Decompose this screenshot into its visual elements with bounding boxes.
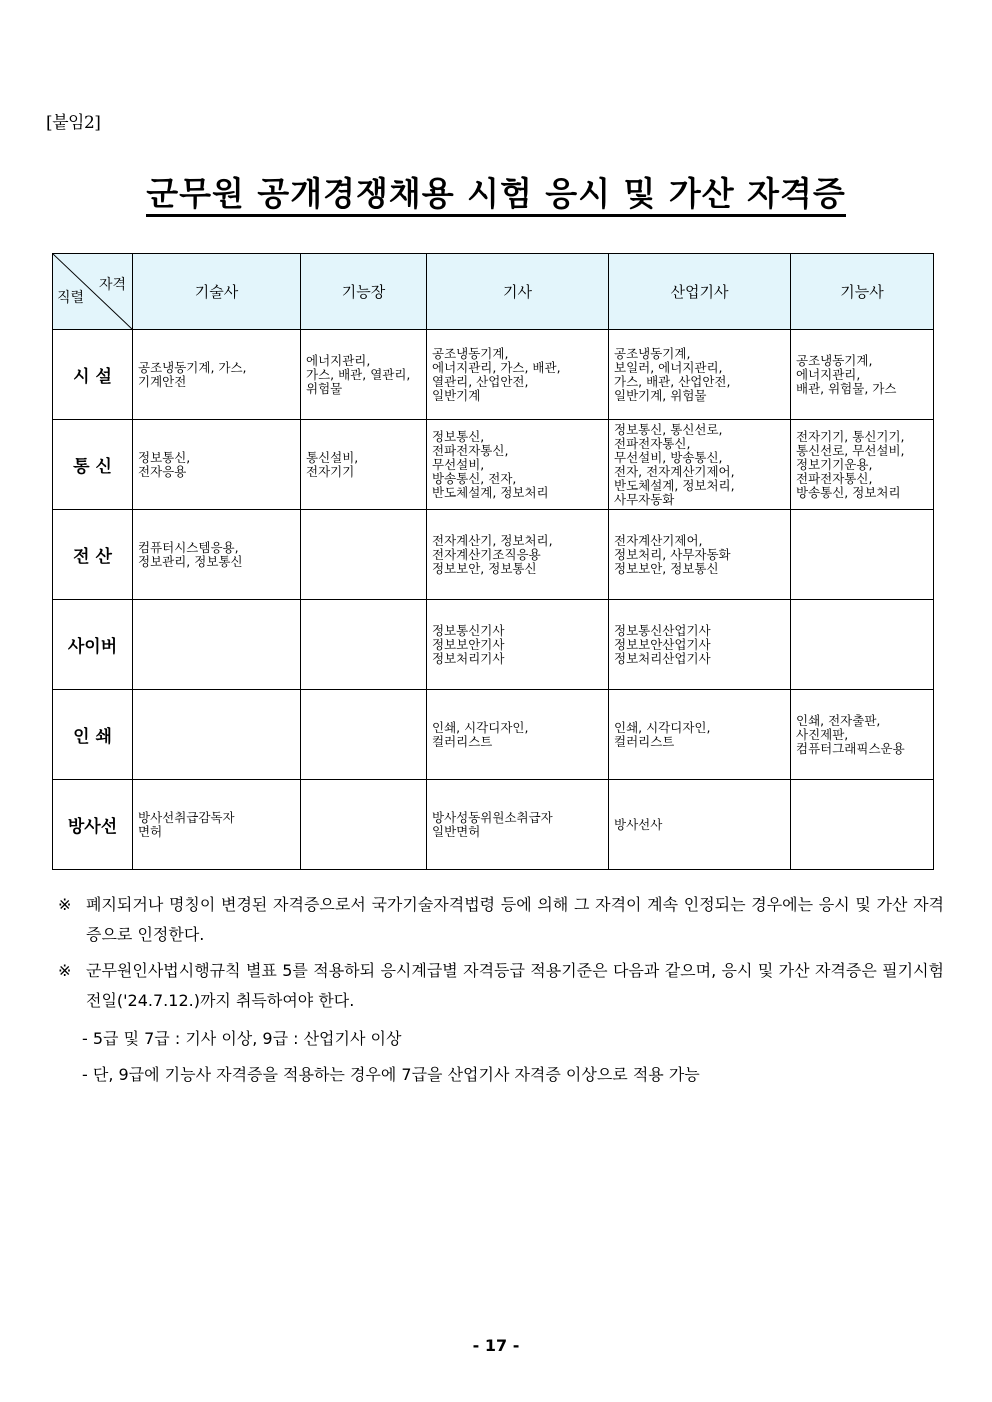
table-cell — [609, 330, 791, 420]
table-cell — [133, 510, 301, 600]
note-item — [58, 890, 944, 950]
table-row — [53, 600, 934, 690]
cell-line: 정보보안기사 — [432, 636, 505, 652]
cell-line: 기계안전 — [138, 373, 187, 389]
table-cell — [301, 600, 427, 690]
table-cell — [791, 600, 934, 690]
cell-line: 일반면허 — [432, 823, 481, 839]
cell-line: 인쇄, 시각디자인, — [432, 719, 529, 735]
cell-line: 정보관리, 정보통신 — [138, 553, 243, 569]
corner-header-cell — [53, 254, 133, 330]
cell-line: 인쇄, 전자출판, — [796, 712, 881, 728]
column-header: 기능사 — [791, 254, 934, 330]
corner-top-label: 자격 — [98, 277, 126, 293]
table-cell — [133, 420, 301, 510]
cell-line: 가스, 배관, 열관리, — [306, 366, 411, 382]
page-title — [0, 168, 992, 215]
table-cell — [133, 330, 301, 420]
row-header: 방사선 — [53, 780, 133, 870]
cell-line: 방송통신, 정보처리 — [796, 484, 901, 500]
cell-line: 인쇄, 시각디자인, — [614, 719, 711, 735]
cell-line: 정보통신, 통신선로, — [614, 421, 723, 437]
table-cell — [791, 780, 934, 870]
table-cell — [609, 780, 791, 870]
cell-line: 공조냉동기계, — [614, 345, 691, 361]
table-row — [53, 510, 934, 600]
cell-line: 에너지관리, — [796, 366, 861, 382]
cell-line: 방송통신, 전자, — [432, 470, 517, 486]
column-header: 기능장 — [301, 254, 427, 330]
row-header: 전 산 — [53, 510, 133, 600]
cell-line: 가스, 배관, 산업안전, — [614, 373, 731, 389]
cell-line: 공조냉동기계, 가스, — [138, 359, 247, 375]
cell-line: 공조냉동기계, — [796, 352, 873, 368]
cell-line: 에너지관리, 가스, 배관, — [432, 359, 561, 375]
table-cell — [427, 330, 609, 420]
table-cell — [427, 600, 609, 690]
cell-line: 면허 — [138, 823, 163, 839]
attachment-label: [붙임2] — [46, 113, 101, 133]
cell-line: 통신설비, — [306, 449, 359, 465]
cell-line: 정보보안, 정보통신 — [432, 560, 537, 576]
table-cell — [133, 690, 301, 780]
page-number: - 17 - — [472, 1336, 520, 1355]
cell-line: 방사성동위원소취급자 — [432, 809, 553, 825]
cell-line: 정보통신, — [138, 449, 191, 465]
table-cell — [427, 420, 609, 510]
table-cell — [609, 420, 791, 510]
cell-line: 전자계산기조직응용 — [432, 546, 541, 562]
cell-line: 컴퓨터시스템응용, — [138, 539, 239, 555]
cell-line: 정보처리기사 — [432, 650, 505, 666]
column-header: 기사 — [427, 254, 609, 330]
cell-line: 위험물 — [306, 380, 343, 396]
table-cell — [133, 600, 301, 690]
row-header: 통 신 — [53, 420, 133, 510]
column-header: 산업기사 — [609, 254, 791, 330]
cell-line: 정보통신기사 — [432, 622, 505, 638]
column-header: 기술사 — [133, 254, 301, 330]
note-mark: ※ — [58, 961, 72, 980]
table-cell — [791, 330, 934, 420]
cell-line: 정보처리, 사무자동화 — [614, 546, 731, 562]
table-row — [53, 330, 934, 420]
table-row — [53, 780, 934, 870]
table-cell — [609, 600, 791, 690]
note-mark: ※ — [58, 895, 72, 914]
certificate-table — [52, 253, 934, 870]
table-cell — [427, 690, 609, 780]
cell-line: 무선설비, — [432, 456, 485, 472]
cell-line: 방사선사 — [614, 816, 663, 832]
cell-line: 전파전자통신, — [432, 442, 509, 458]
row-header: 인 쇄 — [53, 690, 133, 780]
row-header: 사이버 — [53, 600, 133, 690]
table-cell — [301, 510, 427, 600]
cell-line: 열관리, 산업안전, — [432, 373, 529, 389]
cell-line: 반도체설계, 정보처리, — [614, 477, 735, 493]
table-cell — [301, 690, 427, 780]
cell-line: 전자계산기제어, — [614, 532, 703, 548]
notes-section — [58, 890, 944, 1090]
cell-line: 무선설비, 방송통신, — [614, 449, 723, 465]
note-text: 군무원인사법시행규칙 별표 5를 적용하되 응시계급별 자격등급 적용기준은 다음과 같으며, 응시 및 가산 자격증은 필기시험 전일('24.7.12.)까지 취득하여야 한다. — [86, 961, 944, 1010]
table-cell — [301, 780, 427, 870]
cell-line: 공조냉동기계, — [432, 345, 509, 361]
table-cell — [791, 690, 934, 780]
table-header-row — [53, 254, 934, 330]
cell-line: 일반기계, 위험물 — [614, 387, 707, 403]
cell-line: 정보통신산업기사 — [614, 622, 711, 638]
sub-note: - 5급 및 7급 : 기사 이상, 9급 : 산업기사 이상 — [82, 1029, 402, 1048]
cell-line: 배관, 위험물, 가스 — [796, 380, 897, 396]
cell-line: 보일러, 에너지관리, — [614, 359, 723, 375]
table-cell — [791, 510, 934, 600]
table-row — [53, 420, 934, 510]
row-header: 시 설 — [53, 330, 133, 420]
cell-line: 전파전자통신, — [796, 470, 873, 486]
cell-line: 전자기기 — [306, 463, 355, 479]
cell-line: 통신선로, 무선설비, — [796, 442, 905, 458]
cell-line: 전자계산기, 정보처리, — [432, 532, 553, 548]
cell-line: 정보통신, — [432, 428, 485, 444]
table-cell — [609, 510, 791, 600]
cell-line: 전자, 전자계산기제어, — [614, 463, 735, 479]
table-cell — [609, 690, 791, 780]
cell-line: 사무자동화 — [614, 491, 675, 507]
cell-line: 전파전자통신, — [614, 435, 691, 451]
table-cell — [301, 330, 427, 420]
table-cell — [301, 420, 427, 510]
table-row — [53, 690, 934, 780]
cell-line: 컴퓨터그래픽스운용 — [796, 740, 905, 756]
cell-line: 일반기계 — [432, 387, 481, 403]
note-text: 폐지되거나 명칭이 변경된 자격증으로서 국가기술자격법령 등에 의해 그 자격이 계속 인정되는 경우에는 응시 및 가산 자격증으로 인정한다. — [86, 895, 944, 944]
cell-line: 전자기기, 통신기기, — [796, 428, 905, 444]
cell-line: 에너지관리, — [306, 352, 371, 368]
table-cell — [133, 780, 301, 870]
table-cell — [427, 510, 609, 600]
cell-line: 정보처리산업기사 — [614, 650, 711, 666]
table-cell — [791, 420, 934, 510]
sub-note: - 단, 9급에 기능사 자격증을 적용하는 경우에 7급을 산업기사 자격증 이상으로 적용 가능 — [82, 1065, 700, 1084]
page-title-text: 군무원 공개경쟁채용 시험 응시 및 가산 자격증 — [146, 174, 846, 217]
cell-line: 사진제판, — [796, 726, 849, 742]
cell-line: 전자응용 — [138, 463, 187, 479]
cell-line: 정보보안산업기사 — [614, 636, 711, 652]
table-cell — [427, 780, 609, 870]
cell-line: 반도체설계, 정보처리 — [432, 484, 549, 500]
cell-line: 컬러리스트 — [614, 733, 675, 749]
note-item — [58, 956, 944, 1016]
corner-bottom-label: 직렬 — [57, 290, 85, 306]
cell-line: 정보기기운용, — [796, 456, 873, 472]
cell-line: 정보보안, 정보통신 — [614, 560, 719, 576]
cell-line: 컬러리스트 — [432, 733, 493, 749]
cell-line: 방사선취급감독자 — [138, 809, 235, 825]
